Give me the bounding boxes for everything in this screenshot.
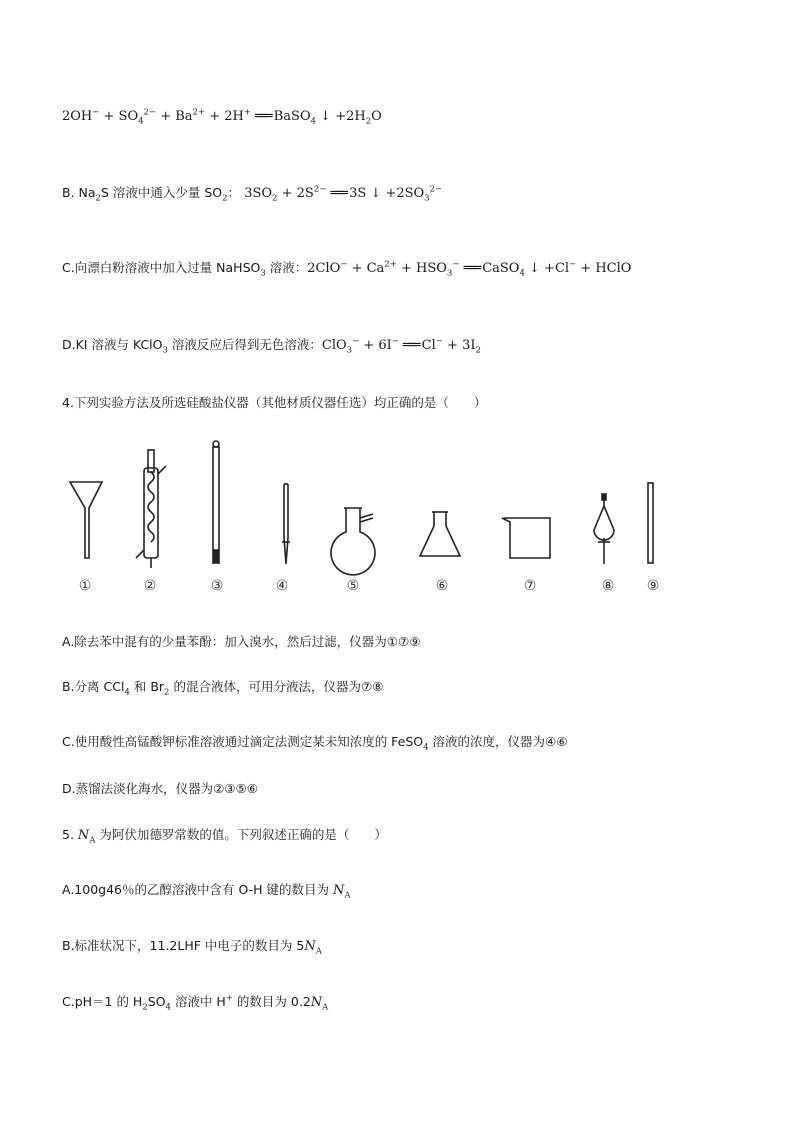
eq-text: BaSO — [273, 109, 311, 124]
opt-text: B.分离 CCl — [62, 679, 125, 694]
apparatus-label-8: ⑧ — [601, 578, 615, 594]
opt-text: N — [310, 995, 323, 1010]
option-3c — [62, 259, 631, 278]
eq-sup: 2− — [313, 184, 327, 195]
opt-sub: 2 — [222, 193, 228, 204]
opt-sub: 3 — [260, 268, 266, 279]
opt-text: 的混合液体，可用分液法，仪器为⑦⑧ — [169, 679, 384, 694]
eq-sub: 2 — [365, 116, 372, 127]
eq-text: + 3I — [442, 338, 476, 353]
q-text: 5. — [62, 827, 78, 842]
equation-3a — [62, 108, 382, 126]
opt-text: A.100g46％的乙醇溶液中含有 O-H 键的数目为 — [62, 882, 334, 897]
opt-sub: 4 — [423, 742, 429, 753]
eq-sub: 2 — [272, 193, 278, 204]
eq-text: Cl — [421, 338, 436, 353]
eq-text: CaSO — [482, 261, 520, 276]
funnel-icon — [70, 482, 102, 558]
eq-arrow: ═══ — [403, 338, 418, 353]
q-text: 为阿伏加德罗常数的值。下列叙述正确的是（ ） — [95, 827, 387, 842]
question-5-stem — [62, 826, 387, 845]
apparatus-label-2: ② — [143, 578, 157, 594]
option-3b — [62, 184, 442, 203]
opt-text: B.标准状况下，11.2LHF 中电子的数目为 5 — [62, 938, 305, 953]
opt-sub: 2 — [164, 687, 170, 698]
eq-text: 2OH — [62, 109, 93, 124]
eq-text: ↓ +2H — [316, 109, 366, 124]
option-3d — [62, 336, 481, 355]
q4-option-c — [62, 733, 567, 752]
eq-sup: 2− — [143, 107, 157, 118]
glass-rod-icon — [648, 483, 653, 563]
q-sub: A — [89, 835, 96, 846]
eq-sup: 2+ — [384, 259, 397, 270]
eq-sup: 2+ — [192, 107, 206, 118]
eq-text: + 2H — [205, 109, 244, 124]
q4-option-a: A.除去苯中混有的少量苯酚：加入溴水，然后过滤，仪器为①⑦⑨ — [62, 634, 421, 649]
opt-text: ： — [227, 185, 241, 200]
distilling-flask-icon — [331, 508, 375, 575]
eq-text: + 6I — [359, 338, 392, 353]
eq-sup: − — [92, 107, 100, 118]
pipette-icon — [282, 484, 290, 564]
eq-arrow: ═══ — [330, 186, 345, 201]
opt-text: C.向漂白粉溶液中加入过量 NaHSO — [62, 260, 261, 275]
opt-sub: 3 — [162, 345, 168, 356]
q-text: N — [77, 828, 90, 843]
eq-text: + Ba — [156, 109, 193, 124]
eq-sub: 4 — [310, 116, 317, 127]
opt-sub: A — [344, 890, 351, 901]
q5-option-a — [62, 881, 351, 900]
opt-sub: 4 — [124, 687, 130, 698]
eq-text: 3S ↓ +2SO — [349, 186, 425, 201]
eq-sub: 3 — [424, 193, 430, 204]
eq-text: + HClO — [576, 261, 632, 276]
apparatus-label-7: ⑦ — [523, 578, 537, 594]
eq-text: + HSO — [396, 261, 447, 276]
opt-sub: A — [315, 946, 322, 957]
opt-text: N — [333, 883, 345, 898]
eq-text: ClO — [321, 338, 347, 353]
conical-flask-icon — [420, 512, 460, 556]
eq-sup: − — [340, 259, 348, 270]
apparatus-label-6: ⑥ — [435, 578, 449, 594]
apparatus-label-1: ① — [78, 578, 92, 594]
opt-text: C.使用酸性高锰酸钾标准溶液通过滴定法测定某未知浓度的 FeSO — [62, 734, 424, 749]
eq-sup: − — [452, 259, 460, 270]
opt-text: C.pH＝1 的 H — [62, 994, 143, 1009]
apparatus-label-3: ③ — [210, 578, 224, 594]
opt-text: S 溶液中通入少量 SO — [100, 185, 223, 200]
thermometer-icon — [213, 441, 219, 563]
eq-text: + 2S — [277, 186, 314, 201]
separatory-funnel-icon — [594, 494, 614, 564]
eq-arrow: ═══ — [463, 261, 479, 276]
opt-sub: A — [322, 1002, 329, 1013]
q4-option-b — [62, 678, 383, 697]
opt-text: D.KI 溶液与 KClO — [62, 337, 163, 352]
opt-text: SO — [147, 994, 166, 1009]
eq-sup: 2− — [429, 184, 443, 195]
opt-sub: 4 — [165, 1002, 171, 1013]
eq-sup: + — [243, 107, 251, 118]
opt-text: 溶液的浓度，仪器为④⑥ — [428, 734, 568, 749]
opt-text: 溶液反应后得到无色溶液： — [167, 337, 322, 352]
eq-sup: − — [435, 336, 443, 347]
eq-sub: 3 — [346, 345, 353, 356]
eq-text: 3SO — [244, 186, 273, 201]
q4-option-d: D.蒸馏法淡化海水，仪器为②③⑤⑥ — [62, 781, 258, 796]
opt-sub: 2 — [95, 193, 101, 204]
eq-sup: − — [391, 336, 399, 347]
q5-option-b — [62, 937, 322, 956]
opt-sub: 2 — [142, 1002, 148, 1013]
eq-text: O — [371, 109, 382, 124]
eq-text: ↓ +Cl — [524, 261, 570, 276]
opt-sup: + — [225, 993, 233, 1004]
apparatus-label-4: ④ — [275, 578, 289, 594]
eq-sup: − — [569, 259, 577, 270]
opt-text: 溶液： — [265, 260, 308, 275]
condenser-icon — [136, 450, 166, 568]
eq-text: 2ClO — [307, 261, 341, 276]
question-4-stem: 4.下列实验方法及所选硅酸盐仪器（其他材质仪器任选）均正确的是（ ） — [62, 395, 487, 410]
opt-text: 和 Br — [129, 679, 165, 694]
eq-arrow: ═══ — [255, 109, 270, 124]
opt-text: 溶液中 H — [170, 994, 226, 1009]
eq-sub: 2 — [475, 345, 481, 356]
apparatus-label-9: ⑨ — [646, 578, 660, 594]
eq-sub: 3 — [446, 268, 453, 279]
opt-text: N — [304, 939, 316, 954]
eq-sup: − — [352, 336, 360, 347]
apparatus-label-5: ⑤ — [346, 578, 360, 594]
eq-sub: 4 — [138, 116, 144, 127]
opt-text: B. Na — [62, 185, 96, 200]
beaker-icon — [502, 518, 550, 558]
eq-text: + SO — [99, 109, 139, 124]
eq-text: + Ca — [347, 261, 385, 276]
opt-text: 的数目为 0.2 — [232, 994, 311, 1009]
eq-sub: 4 — [519, 268, 525, 279]
q5-option-c — [62, 993, 328, 1012]
